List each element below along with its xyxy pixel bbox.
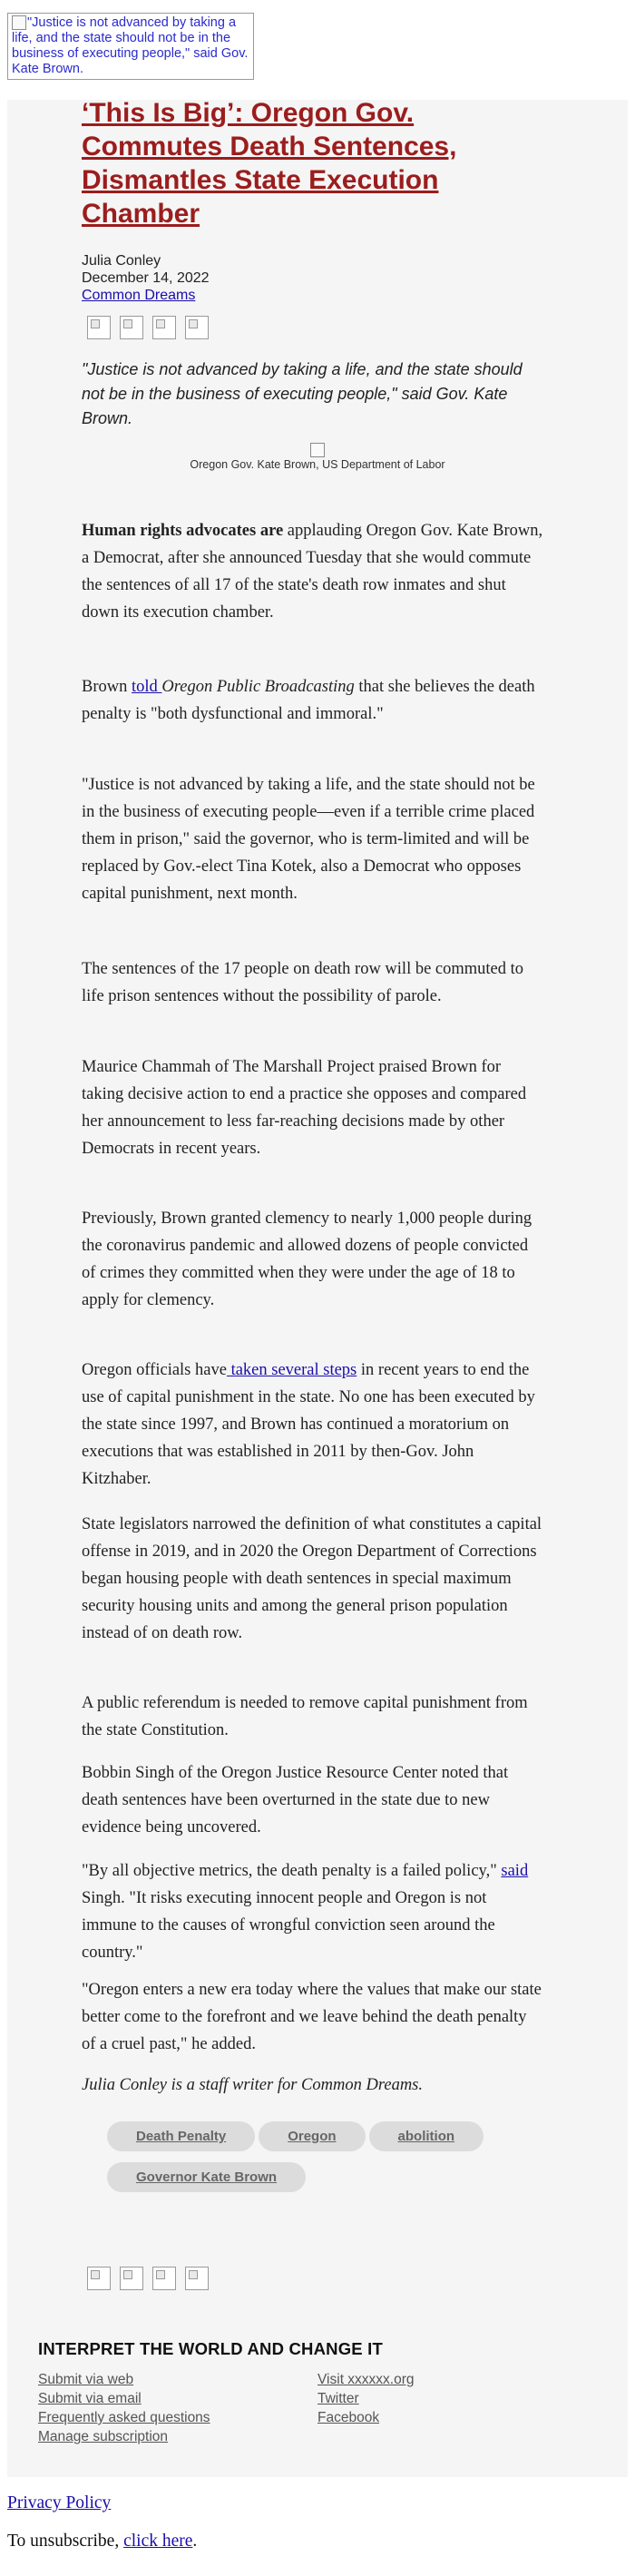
- source-link[interactable]: Common Dreams: [82, 288, 196, 303]
- share-icons-top: [87, 316, 218, 343]
- broken-image-icon: [12, 15, 26, 30]
- paragraph-6: Previously, Brown granted clemency to nearly 1,000 people during the coronavirus pandemic and allowed dozens of people convicted of crimes they committed when they were under the age of 18 to apply for clemency.: [82, 1210, 532, 1309]
- faq-link[interactable]: Frequently asked questions: [38, 2410, 210, 2425]
- paragraph-11-pre: "By all objective metrics, the death penalty is a failed policy,": [82, 1862, 502, 1880]
- author: Julia Conley: [82, 253, 161, 269]
- date: December 14, 2022: [82, 270, 210, 286]
- share-icon-1[interactable]: [87, 316, 111, 339]
- twitter-link[interactable]: Twitter: [318, 2391, 359, 2406]
- paragraph-3: "Justice is not advanced by taking a life, and the state should not be in the business of executing people—even if a terrible crime placed them in prison," said the governor, who is term-limited and will be replaced by Gov.-elect Tina Kotek, also a Democrat who opposes capital punishment, next month.: [82, 776, 535, 903]
- paragraph-11-post: Singh. "It risks executing innocent people and Oregon is not immune to the causes of wrongful conviction seen around the country.": [82, 1889, 495, 1962]
- unsubscribe-line: [7, 2532, 197, 2552]
- opb-italic: Oregon Public Broadcasting: [161, 678, 355, 696]
- paragraph-5: Maurice Chammah of The Marshall Project praised Brown for taking decisive action to end a practice she opposes and compared her announcement to less far-reaching decisions made by other Democrats in recent years.: [82, 1058, 527, 1158]
- several-steps-link[interactable]: taken several steps: [226, 1361, 357, 1379]
- share-icon-2[interactable]: [120, 2267, 143, 2290]
- share-icon-4[interactable]: [185, 316, 209, 339]
- photo: [163, 442, 472, 472]
- paragraph-7-pre: Oregon officials have: [82, 1361, 227, 1379]
- paragraph-9: A public referendum is needed to remove capital punishment from the state Constitution.: [82, 1694, 528, 1739]
- paragraph-2-post: that she believes the death penalty is "both dysfunctional and immoral.": [82, 678, 535, 723]
- paragraph-7: [82, 1357, 544, 1493]
- share-icons-bottom: [87, 2267, 218, 2294]
- author-note: Julia Conley is a staff writer for Common Dreams.: [82, 2076, 423, 2094]
- unsubscribe-post: .: [192, 2532, 198, 2551]
- paragraph-8: State legislators narrowed the definition of what constitutes a capital offense in 2019, and in 2020 the Oregon Department of Corrections began housing people with death sentences in special maximum security housing units and among the general prison population instead of on death row.: [82, 1515, 542, 1642]
- said-link[interactable]: said: [501, 1862, 529, 1880]
- submit-web-link[interactable]: Submit via web: [38, 2372, 134, 2387]
- pull-quote: "Justice is not advanced by taking a life, and the state should not be in the business of executing people," said Gov. Kate Brown.: [82, 360, 523, 427]
- tag-list: [107, 2121, 542, 2203]
- unsubscribe-link[interactable]: click here: [123, 2532, 193, 2551]
- photo-caption: Oregon Gov. Kate Brown, US Department of Labor: [190, 457, 445, 471]
- header-image-alt[interactable]: [7, 13, 254, 80]
- visit-site-link[interactable]: Visit xxxxxx.org: [318, 2372, 415, 2387]
- share-icon-3[interactable]: [152, 316, 176, 339]
- broken-image-icon: [310, 443, 325, 457]
- paragraph-2-pre: Brown: [82, 678, 132, 696]
- tag-oregon[interactable]: Oregon: [259, 2121, 365, 2151]
- paragraph-4: The sentences of the 17 people on death row will be commuted to life prison sentences without the possibility of parole.: [82, 960, 524, 1005]
- privacy-policy-link[interactable]: Privacy Policy: [7, 2493, 112, 2512]
- lead-bold: Human rights advocates are: [82, 522, 284, 540]
- footer-heading: INTERPRET THE WORLD AND CHANGE IT: [38, 2339, 384, 2358]
- paragraph-10: Bobbin Singh of the Oregon Justice Resource Center noted that death sentences have been overturned in the state due to new evidence being uncovered.: [82, 1764, 509, 1837]
- share-icon-2[interactable]: [120, 316, 143, 339]
- manage-subscription-link[interactable]: Manage subscription: [38, 2429, 169, 2444]
- share-icon-4[interactable]: [185, 2267, 209, 2290]
- paragraph-1-text: applauding Oregon Gov. Kate Brown, a Democrat, after she announced Tuesday that she would commute the sentences of all 17 of the state's death row inmates and shut down its execution chamber.: [82, 522, 543, 622]
- tag-abolition[interactable]: abolition: [369, 2121, 484, 2151]
- paragraph-2: [82, 673, 544, 728]
- tag-death-penalty[interactable]: Death Penalty: [107, 2121, 255, 2151]
- share-icon-3[interactable]: [152, 2267, 176, 2290]
- share-icon-1[interactable]: [87, 2267, 111, 2290]
- told-link[interactable]: told: [132, 678, 162, 696]
- paragraph-12: "Oregon enters a new era today where the values that make our state better come to the forefront and we leave behind the death penalty of a cruel past," he added.: [82, 1981, 542, 2053]
- header-image-alt-text: "Justice is not advanced by taking a life, and the state should not be in the business of executing people," said Gov. Kate Brown.: [12, 15, 249, 76]
- facebook-link[interactable]: Facebook: [318, 2410, 380, 2425]
- paragraph-7-post: in recent years to end the use of capital punishment in the state. No one has been executed by the state since 1997, and Brown has continued a moratorium on executions that was established in 2011 by then-Gov. John Kitzhaber.: [82, 1361, 535, 1488]
- tag-governor-kate-brown[interactable]: Governor Kate Brown: [107, 2162, 306, 2192]
- paragraph-11: [82, 1857, 544, 1966]
- article-title[interactable]: ‘This Is Big’: Oregon Gov. Commutes Death Sentences, Dismantles State Execution Chamber: [82, 98, 457, 229]
- paragraph-1: [82, 517, 544, 626]
- unsubscribe-pre: To unsubscribe,: [7, 2532, 124, 2551]
- submit-email-link[interactable]: Submit via email: [38, 2391, 142, 2406]
